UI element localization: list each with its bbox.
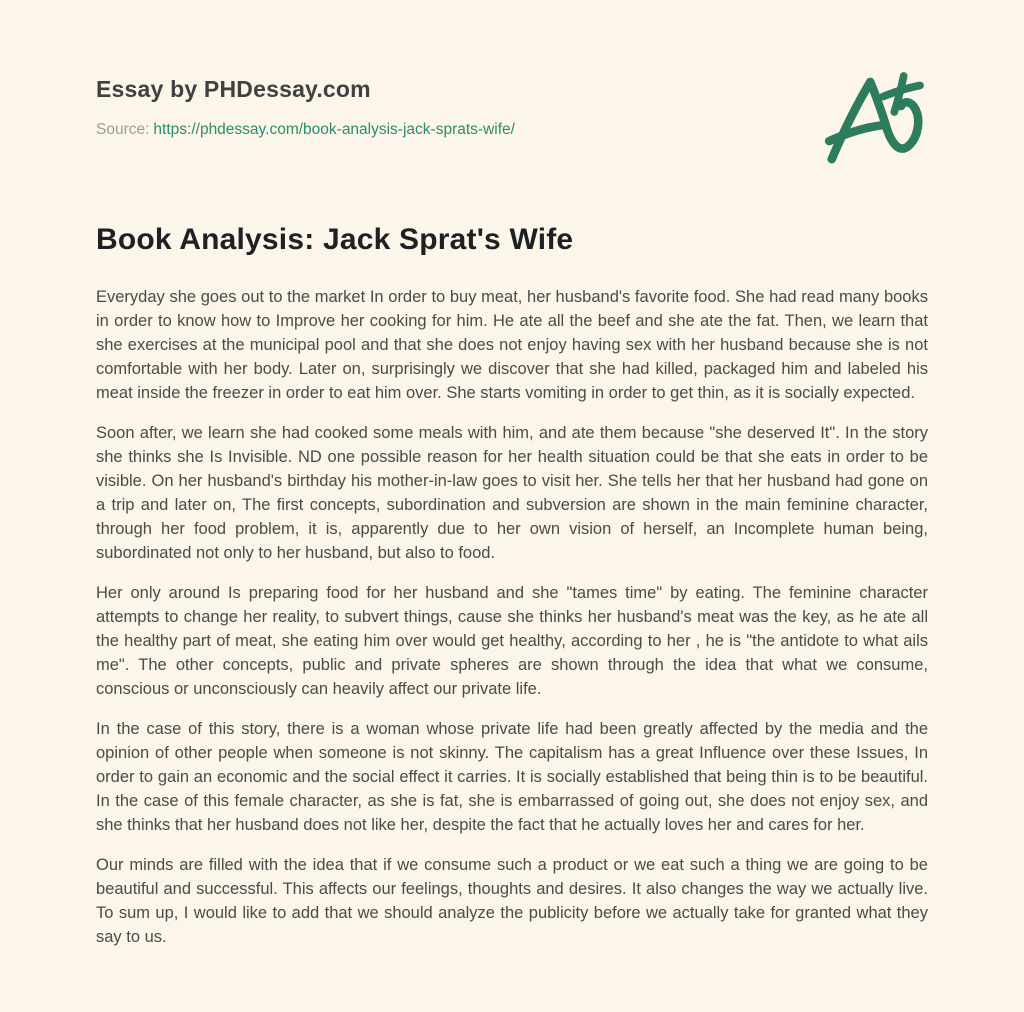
essay-paragraph: Soon after, we learn she had cooked some meals with him, and ate them because "she deserved It". In the story she thinks she Is Invisible. ND one possible reason for her health situation could be that she eats in order to be visible. On her husband's birthday his mother-in-law goes to visit her. She tells her that her husband had gone on a trip and later on, The first concepts, subordination and subversion are shown in the main feminine character, through her food problem, it is, apparently due to her own vision of herself, an Incomplete human being, subordinated not only to her husband, but also to food. xyxy=(96,424,928,562)
essay-paragraph: Our minds are filled with the idea that if we consume such a product or we eat such a thing we are going to be beautiful and successful. This affects our feelings, thoughts and desires. It also changes the way we actually live. To sum up, I would like to add that we should analyze the publicity before we actually take for granted what they say to us. xyxy=(96,856,928,946)
essay-paragraph: In the case of this story, there is a woman whose private life had been greatly affected by the media and the opinion of other people when someone is not skinny. The capitalism has a great Influence over these Issues, In order to gain an economic and the social effect it carries. It is socially established that being thin is to be beautiful. In the case of this female character, as she is fat, she is embarrassed of going out, she does not enjoy sex, and she thinks that her husband does not like her, despite the fact that he actually loves her and cares for her. xyxy=(96,720,928,834)
essay-title: Book Analysis: Jack Sprat's Wife xyxy=(96,223,574,256)
source-label: Source: xyxy=(96,121,150,138)
a-plus-icon xyxy=(818,68,938,168)
source-row xyxy=(96,121,928,139)
essay-paragraph: Her only around Is preparing food for her husband and she "tames time" by eating. The feminine character attempts to change her reality, to subvert things, cause she thinks her husband's meat was the key, as he ate all the healthy part of meat, she eating him over would get healthy, according to her , he is "the antidote to what ails me". The other concepts, public and private spheres are shown through the idea that what we consume, conscious or unconsciously can heavily affect our private life. xyxy=(96,584,928,698)
essay-body xyxy=(96,285,928,949)
essay-paragraph: Everyday she goes out to the market In order to buy meat, her husband's favorite food. She had read many books in order to know how to Improve her cooking for him. He ate all the beef and she ate the fat. Then, we learn that she exercises at the municipal pool and that she does not enjoy having sex with her husband because she is not comfortable with her body. Later on, surprisingly we discover that she had killed, packaged him and labeled his meat inside the freezer in order to eat him over. She starts vomiting in order to get thin, as it is socially expected. xyxy=(96,288,928,402)
source-link[interactable]: https://phdessay.com/book-analysis-jack-sprats-wife/ xyxy=(153,121,515,138)
page-header: Essay by PHDessay.com xyxy=(96,76,371,102)
phdessay-logo xyxy=(818,68,938,168)
